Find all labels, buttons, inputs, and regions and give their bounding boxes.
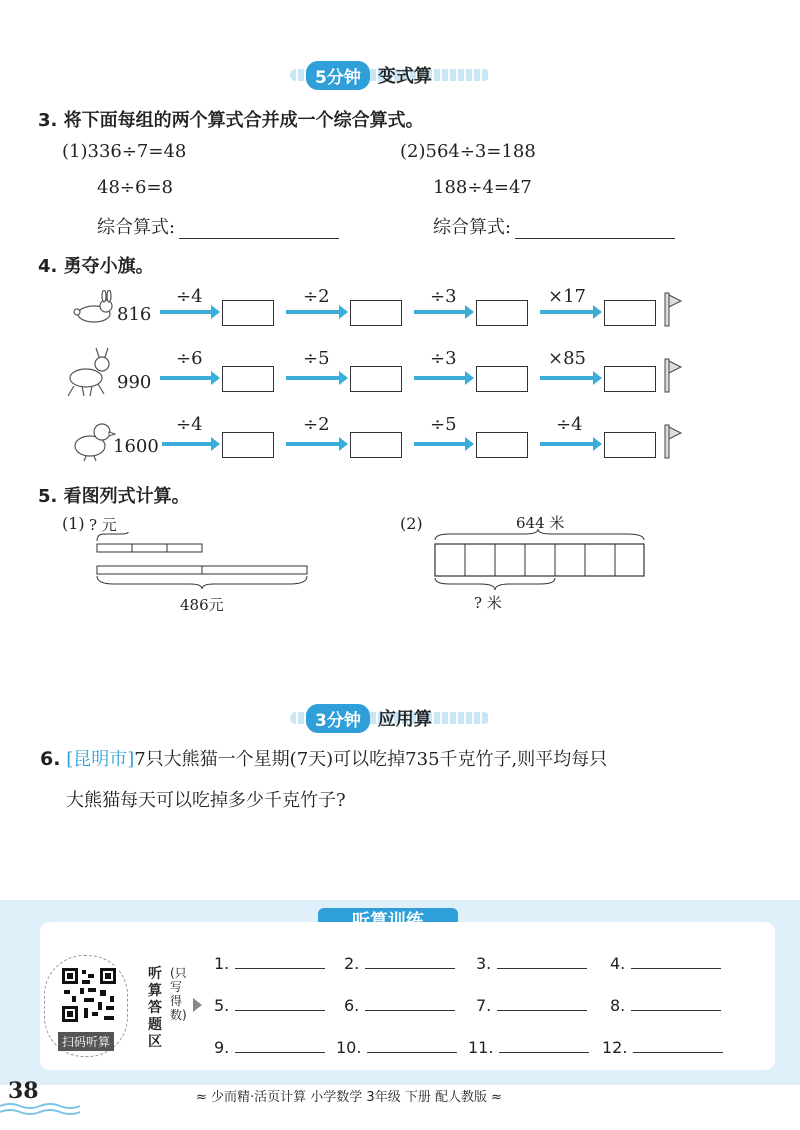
row1-op1: ÷4 [176,286,203,307]
answer-6-label: 6. [344,996,360,1015]
answer-11-label: 11. [468,1038,494,1057]
row3-op3: ÷5 [430,414,457,435]
answer-9[interactable] [214,1038,325,1057]
wave-decoration [0,1100,80,1120]
banner-time-badge: 3分钟 [306,704,370,733]
answer-12-label: 12. [602,1038,628,1057]
diagram2-bottom-label: ? 米 [474,594,502,612]
row1-op4: ×17 [548,286,586,307]
row1-box3[interactable] [476,300,528,326]
answer-9-label: 9. [214,1038,230,1057]
q3-p1-line2: 48÷6=8 [97,177,173,198]
answer-7-label: 7. [476,996,492,1015]
diagram1 [94,532,314,590]
row2-arrow4 [540,376,596,380]
row2-box1[interactable] [222,366,274,392]
row2-box2[interactable] [350,366,402,392]
answer-4[interactable] [610,954,721,973]
q6-line1: 7只大熊猫一个星期(7天)可以吃掉735千克竹子,则平均每只 [134,749,608,770]
row3-arrow4 [540,442,596,446]
answer-5-label: 5. [214,996,230,1015]
row1-box4[interactable] [604,300,656,326]
answer-12[interactable] [602,1038,723,1057]
q3-p2-line2: 188÷4=47 [433,177,532,198]
row1-box1[interactable] [222,300,274,326]
row2-start: 990 [117,372,152,393]
q3-p1-line1: (1)336÷7=48 [62,141,187,162]
diagram1-bottom-label: 486元 [180,596,224,614]
qr-code-icon[interactable] [60,966,118,1024]
answer-3[interactable] [476,954,587,973]
q5-heading: 5. 看图列式计算。 [38,486,190,507]
play-arrow-icon [193,998,202,1012]
row3-arrow3 [414,442,468,446]
diagram2-top-label: 644 米 [516,514,565,532]
row3-start: 1600 [113,436,159,457]
q3-p1-label: 综合算式: [97,217,176,238]
row1-box2[interactable] [350,300,402,326]
flag-icon [663,291,683,327]
row1-op3: ÷3 [430,286,457,307]
row2-op1: ÷6 [176,348,203,369]
footer-text: ≈ 少而精·活页计算 小学数学 3年级 下册 配人教版 ≈ [196,1090,502,1105]
answer-1-label: 1. [214,954,230,973]
q3-p1-answer-blank[interactable] [179,220,339,239]
q3-heading: 3. 将下面每组的两个算式合并成一个综合算式。 [38,110,424,131]
banner-time-badge: 5分钟 [306,61,370,90]
row1-arrow3 [414,310,468,314]
answer-2-label: 2. [344,954,360,973]
answer-8-label: 8. [610,996,626,1015]
row2-arrow3 [414,376,468,380]
row2-box4[interactable] [604,366,656,392]
section-banner-application [290,705,490,731]
row1-op2: ÷2 [303,286,330,307]
q3-p2-answer [433,213,675,239]
row2-op2: ÷5 [303,348,330,369]
row2-arrow2 [286,376,342,380]
row2-arrow1 [160,376,214,380]
answer-2[interactable] [344,954,455,973]
section-banner-variation [290,62,490,88]
answer-1[interactable] [214,954,325,973]
row3-op1: ÷4 [176,414,203,435]
answer-4-label: 4. [610,954,626,973]
diagram1-top-label: ? 元 [89,516,117,534]
q6-number: 6. [40,748,61,770]
answer-7[interactable] [476,996,587,1015]
banner-title: 变式算 [377,66,432,87]
answer-11[interactable] [468,1038,589,1057]
qr-label: 扫码听算 [58,1032,114,1051]
answer-8[interactable] [610,996,721,1015]
diagram1-label: (1) [62,514,85,533]
row2-box3[interactable] [476,366,528,392]
q3-p2-answer-blank[interactable] [515,220,675,239]
row3-box3[interactable] [476,432,528,458]
q4-heading: 4. 勇夺小旗。 [38,256,154,277]
q3-p2-label: 综合算式: [433,217,512,238]
q3-p1-answer [97,213,339,239]
q3-p2-line1: (2)564÷3=188 [400,141,536,162]
row3-box4[interactable] [604,432,656,458]
answer-5[interactable] [214,996,325,1015]
row1-arrow2 [286,310,342,314]
answer-10-label: 10. [336,1038,362,1057]
answer-area-note: (只写得数) [170,966,187,1022]
duck-icon [68,418,116,462]
banner-title: 应用算 [377,709,432,730]
diagram2 [430,528,650,592]
row3-arrow1 [162,442,214,446]
row2-op4: ×85 [548,348,586,369]
diagram2-label: (2) [400,514,423,533]
row2-op3: ÷3 [430,348,457,369]
row1-arrow4 [540,310,596,314]
answer-3-label: 3. [476,954,492,973]
q6-line2: 大熊猫每天可以吃掉多少千克竹子? [66,790,346,811]
q6-source-tag: [昆明市] [66,749,135,770]
answer-area-label: 听算答题区 [148,966,162,1050]
row3-box2[interactable] [350,432,402,458]
answer-6[interactable] [344,996,455,1015]
rabbit-icon [68,290,118,326]
row1-arrow1 [160,310,214,314]
flag-icon [663,357,683,393]
row3-op4: ÷4 [556,414,583,435]
deer-icon [62,346,118,398]
row3-op2: ÷2 [303,414,330,435]
row1-start: 816 [117,304,152,325]
row3-arrow2 [286,442,342,446]
q6 [40,745,780,771]
answer-10[interactable] [336,1038,457,1057]
page-number: 38 [8,1078,39,1104]
flag-icon [663,423,683,459]
row3-box1[interactable] [222,432,274,458]
